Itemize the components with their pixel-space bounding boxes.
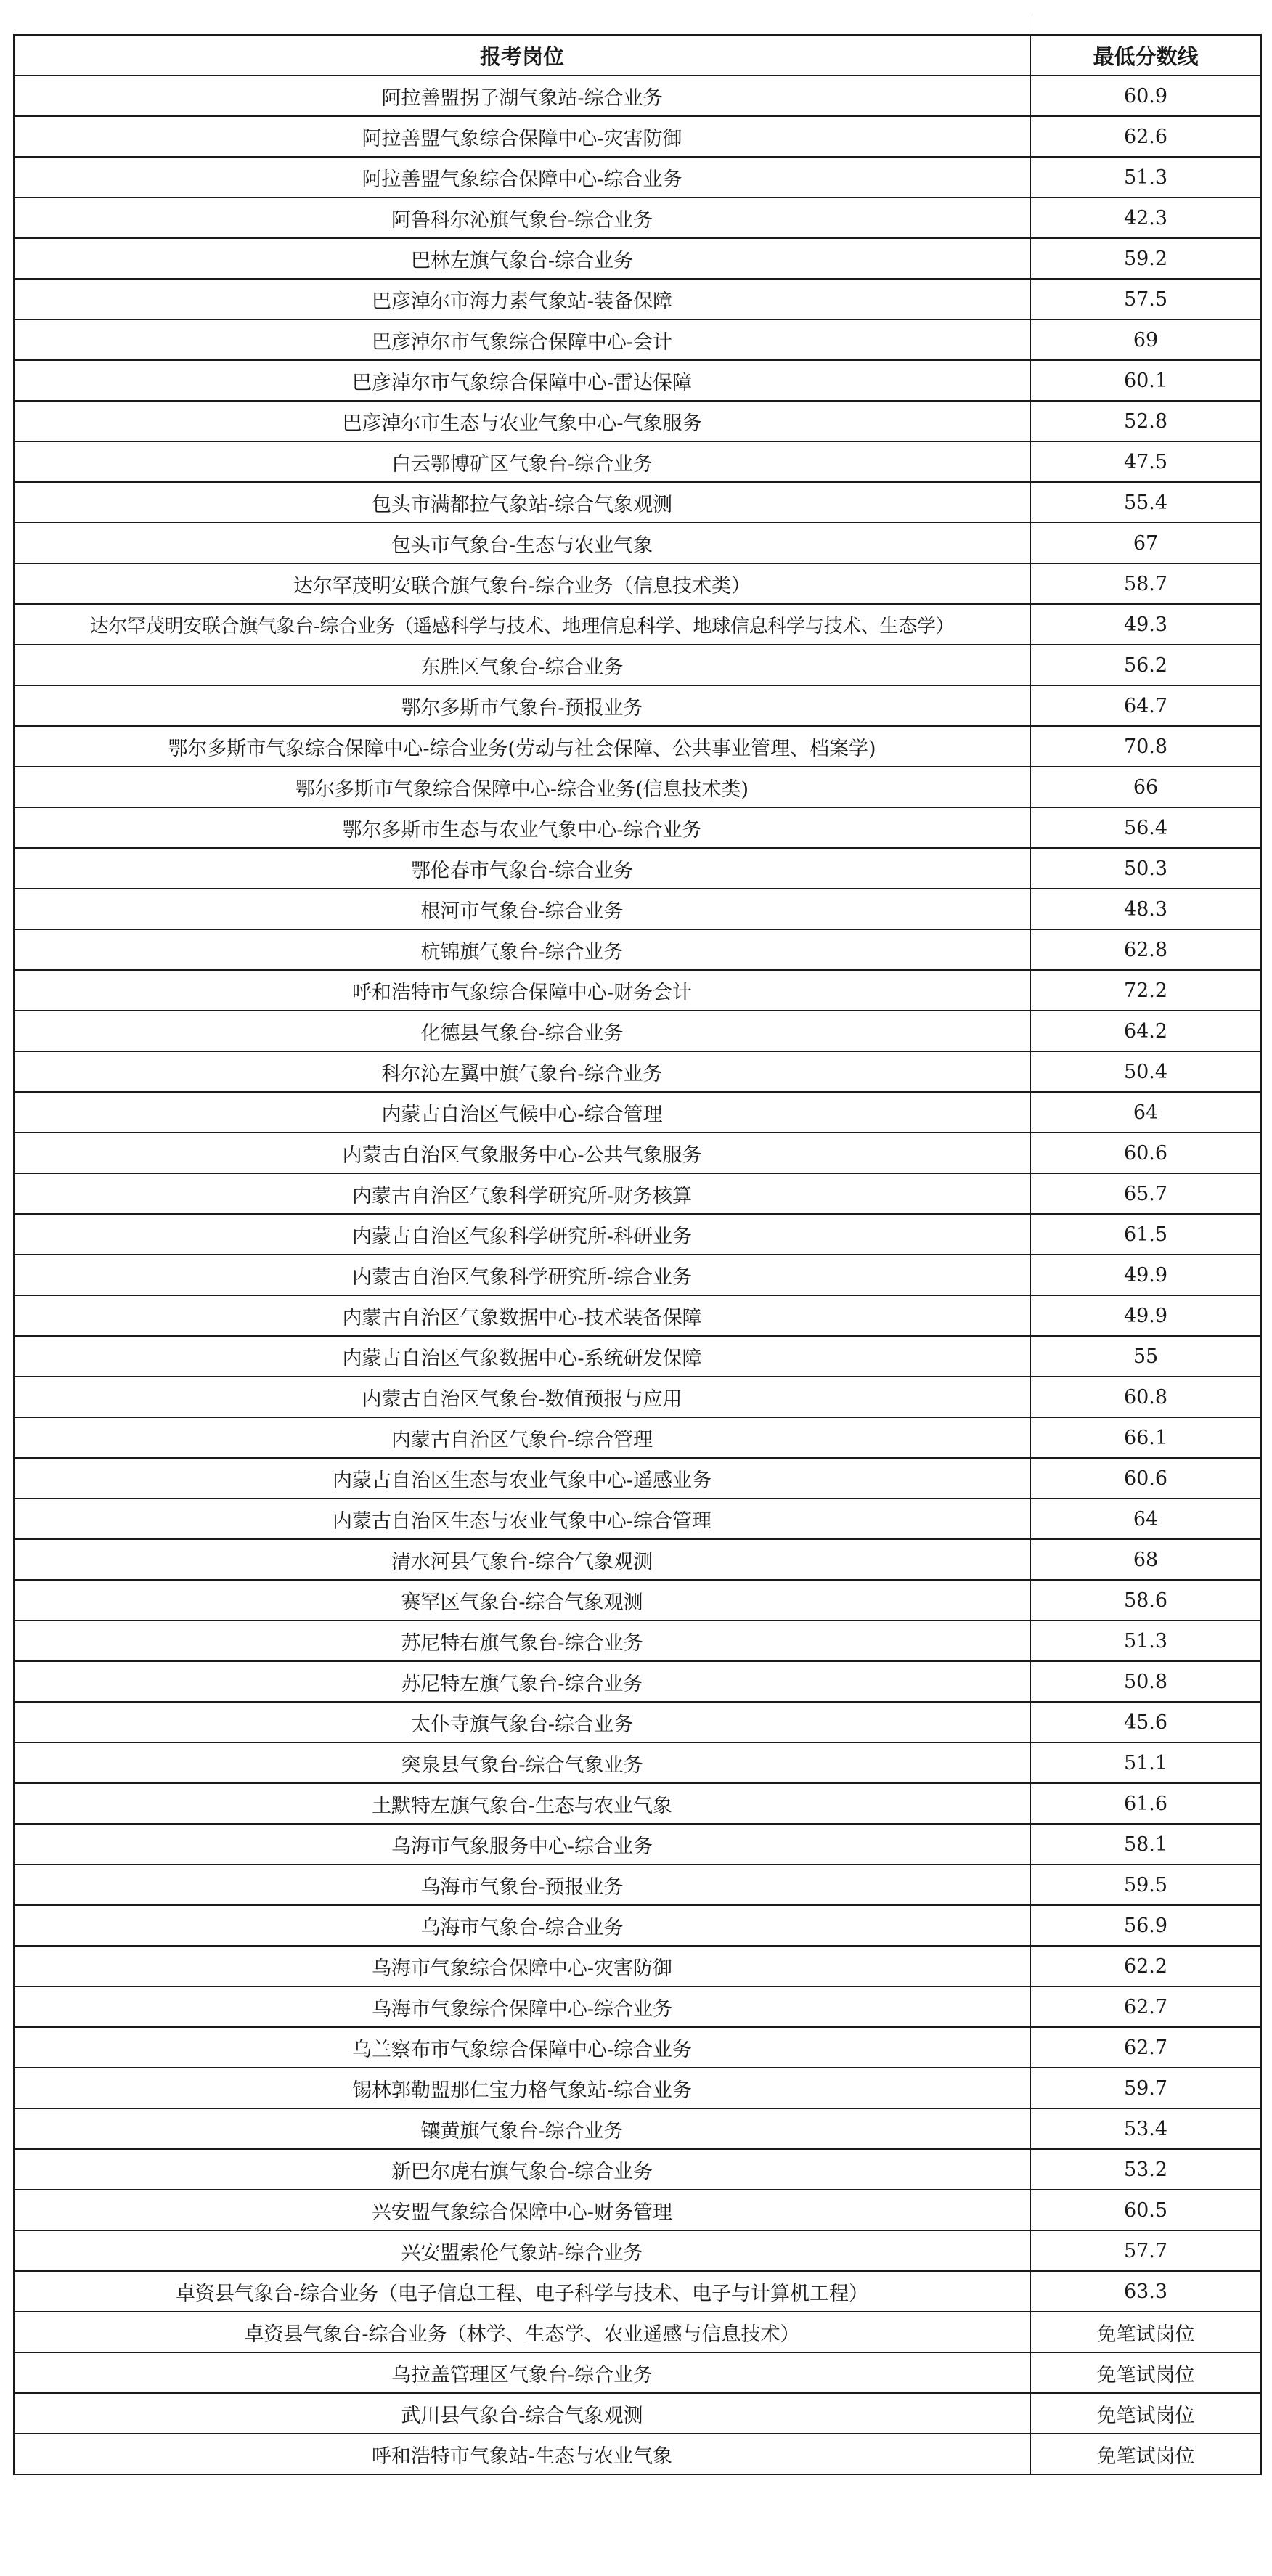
post-cell: 内蒙古自治区气象台-数值预报与应用 — [14, 1377, 1030, 1417]
table-row — [14, 1133, 1261, 1173]
score-cell: 69 — [1030, 319, 1261, 360]
post-cell: 巴彦淖尔市海力素气象站-装备保障 — [14, 279, 1030, 319]
table-row — [14, 726, 1261, 767]
header-post: 报考岗位 — [14, 35, 1030, 76]
score-cell: 59.2 — [1030, 238, 1261, 279]
table-row — [14, 1417, 1261, 1458]
post-cell: 巴彦淖尔市气象综合保障中心-雷达保障 — [14, 360, 1030, 401]
table-row — [14, 767, 1261, 807]
header-score: 最低分数线 — [1030, 35, 1261, 76]
score-cell: 55.4 — [1030, 482, 1261, 523]
post-cell: 乌拉盖管理区气象台-综合业务 — [14, 2352, 1030, 2393]
score-cell: 72.2 — [1030, 970, 1261, 1011]
score-cell: 53.4 — [1030, 2108, 1261, 2149]
score-cell: 49.3 — [1030, 604, 1261, 645]
score-cell: 59.7 — [1030, 2068, 1261, 2108]
table-row — [14, 685, 1261, 726]
score-cell: 62.6 — [1030, 116, 1261, 157]
post-cell: 达尔罕茂明安联合旗气象台-综合业务（遥感科学与技术、地理信息科学、地球信息科学与技术、生态学） — [14, 604, 1030, 645]
table-row — [14, 1092, 1261, 1133]
score-cell: 60.9 — [1030, 76, 1261, 116]
table-row — [14, 1539, 1261, 1580]
table-row — [14, 2230, 1261, 2271]
table-row — [14, 1702, 1261, 1743]
post-cell: 内蒙古自治区气候中心-综合管理 — [14, 1092, 1030, 1133]
score-cell: 66.1 — [1030, 1417, 1261, 1458]
score-cell: 57.7 — [1030, 2230, 1261, 2271]
score-cell: 66 — [1030, 767, 1261, 807]
table-row — [14, 1621, 1261, 1661]
score-cell: 49.9 — [1030, 1255, 1261, 1295]
table-row — [14, 1864, 1261, 1905]
table-row — [14, 1743, 1261, 1783]
post-cell: 阿拉善盟气象综合保障中心-灾害防御 — [14, 116, 1030, 157]
post-cell: 赛罕区气象台-综合气象观测 — [14, 1580, 1030, 1621]
score-table — [13, 34, 1262, 2475]
score-cell: 60.1 — [1030, 360, 1261, 401]
post-cell: 鄂尔多斯市气象综合保障中心-综合业务(劳动与社会保障、公共事业管理、档案学) — [14, 726, 1030, 767]
table-row — [14, 197, 1261, 238]
table-row — [14, 2393, 1261, 2434]
table-row — [14, 1905, 1261, 1946]
score-cell: 63.3 — [1030, 2271, 1261, 2312]
score-cell: 60.6 — [1030, 1133, 1261, 1173]
post-cell: 苏尼特右旗气象台-综合业务 — [14, 1621, 1030, 1661]
post-cell: 根河市气象台-综合业务 — [14, 889, 1030, 929]
table-row — [14, 1499, 1261, 1539]
post-cell: 杭锦旗气象台-综合业务 — [14, 929, 1030, 970]
post-cell: 内蒙古自治区生态与农业气象中心-综合管理 — [14, 1499, 1030, 1539]
post-cell: 锡林郭勒盟那仁宝力格气象站-综合业务 — [14, 2068, 1030, 2108]
table-row — [14, 157, 1261, 197]
post-cell: 卓资县气象台-综合业务（电子信息工程、电子科学与技术、电子与计算机工程） — [14, 2271, 1030, 2312]
table-row — [14, 848, 1261, 889]
table-row — [14, 645, 1261, 685]
score-cell: 58.7 — [1030, 563, 1261, 604]
score-cell: 50.8 — [1030, 1661, 1261, 1702]
table-body — [14, 76, 1261, 2474]
post-cell: 阿鲁科尔沁旗气象台-综合业务 — [14, 197, 1030, 238]
score-cell: 42.3 — [1030, 197, 1261, 238]
score-cell: 59.5 — [1030, 1864, 1261, 1905]
table-row — [14, 401, 1261, 441]
post-cell: 内蒙古自治区生态与农业气象中心-遥感业务 — [14, 1458, 1030, 1499]
table-row — [14, 1295, 1261, 1336]
table-row — [14, 1986, 1261, 2027]
post-cell: 乌海市气象台-预报业务 — [14, 1864, 1030, 1905]
post-cell: 土默特左旗气象台-生态与农业气象 — [14, 1783, 1030, 1824]
post-cell: 白云鄂博矿区气象台-综合业务 — [14, 441, 1030, 482]
table-row — [14, 1377, 1261, 1417]
table-row — [14, 1661, 1261, 1702]
post-cell: 包头市气象台-生态与农业气象 — [14, 523, 1030, 563]
post-cell: 武川县气象台-综合气象观测 — [14, 2393, 1030, 2434]
score-cell: 48.3 — [1030, 889, 1261, 929]
post-cell: 苏尼特左旗气象台-综合业务 — [14, 1661, 1030, 1702]
post-cell: 鄂伦春市气象台-综合业务 — [14, 848, 1030, 889]
post-cell: 阿拉善盟气象综合保障中心-综合业务 — [14, 157, 1030, 197]
score-cell: 52.8 — [1030, 401, 1261, 441]
table-row — [14, 2190, 1261, 2230]
post-cell: 鄂尔多斯市气象台-预报业务 — [14, 685, 1030, 726]
table-row — [14, 2108, 1261, 2149]
table-row — [14, 1824, 1261, 1864]
table-row — [14, 1580, 1261, 1621]
table-row — [14, 929, 1261, 970]
post-cell: 呼和浩特市气象综合保障中心-财务会计 — [14, 970, 1030, 1011]
post-cell: 科尔沁左翼中旗气象台-综合业务 — [14, 1051, 1030, 1092]
post-cell: 内蒙古自治区气象台-综合管理 — [14, 1417, 1030, 1458]
post-cell: 内蒙古自治区气象数据中心-技术装备保障 — [14, 1295, 1030, 1336]
table-row — [14, 970, 1261, 1011]
post-cell: 乌海市气象综合保障中心-综合业务 — [14, 1986, 1030, 2027]
table-row — [14, 1336, 1261, 1377]
table-row — [14, 116, 1261, 157]
score-cell: 64.2 — [1030, 1011, 1261, 1051]
score-cell: 60.5 — [1030, 2190, 1261, 2230]
sheet-top-strip — [0, 0, 1272, 34]
score-cell: 68 — [1030, 1539, 1261, 1580]
score-cell: 58.6 — [1030, 1580, 1261, 1621]
score-cell: 56.4 — [1030, 807, 1261, 848]
post-cell: 乌海市气象台-综合业务 — [14, 1905, 1030, 1946]
score-cell: 56.2 — [1030, 645, 1261, 685]
post-cell: 乌海市气象服务中心-综合业务 — [14, 1824, 1030, 1864]
table-row — [14, 1783, 1261, 1824]
score-cell: 62.7 — [1030, 1986, 1261, 2027]
score-cell: 免笔试岗位 — [1030, 2352, 1261, 2393]
post-cell: 鄂尔多斯市生态与农业气象中心-综合业务 — [14, 807, 1030, 848]
post-cell: 内蒙古自治区气象科学研究所-科研业务 — [14, 1214, 1030, 1255]
post-cell: 内蒙古自治区气象科学研究所-综合业务 — [14, 1255, 1030, 1295]
table-row — [14, 1173, 1261, 1214]
post-cell: 清水河县气象台-综合气象观测 — [14, 1539, 1030, 1580]
score-cell: 58.1 — [1030, 1824, 1261, 1864]
post-cell: 呼和浩特市气象站-生态与农业气象 — [14, 2434, 1030, 2474]
table-row — [14, 604, 1261, 645]
score-cell: 62.2 — [1030, 1946, 1261, 1986]
table-row — [14, 2312, 1261, 2352]
post-cell: 内蒙古自治区气象数据中心-系统研发保障 — [14, 1336, 1030, 1377]
score-cell: 免笔试岗位 — [1030, 2434, 1261, 2474]
table-row — [14, 2352, 1261, 2393]
score-cell: 60.8 — [1030, 1377, 1261, 1417]
score-cell: 免笔试岗位 — [1030, 2393, 1261, 2434]
score-cell: 56.9 — [1030, 1905, 1261, 1946]
table-header-row — [14, 35, 1261, 76]
post-cell: 兴安盟索伦气象站-综合业务 — [14, 2230, 1030, 2271]
table-row — [14, 1255, 1261, 1295]
post-cell: 乌海市气象综合保障中心-灾害防御 — [14, 1946, 1030, 1986]
post-cell: 内蒙古自治区气象服务中心-公共气象服务 — [14, 1133, 1030, 1173]
table-row — [14, 360, 1261, 401]
score-cell: 70.8 — [1030, 726, 1261, 767]
score-cell: 61.5 — [1030, 1214, 1261, 1255]
table-row — [14, 2149, 1261, 2190]
table-row — [14, 482, 1261, 523]
score-cell: 45.6 — [1030, 1702, 1261, 1743]
score-cell: 64 — [1030, 1499, 1261, 1539]
score-cell: 60.6 — [1030, 1458, 1261, 1499]
score-cell: 64.7 — [1030, 685, 1261, 726]
table-row — [14, 807, 1261, 848]
table-row — [14, 1051, 1261, 1092]
post-cell: 镶黄旗气象台-综合业务 — [14, 2108, 1030, 2149]
score-cell: 62.8 — [1030, 929, 1261, 970]
table-row — [14, 889, 1261, 929]
post-cell: 鄂尔多斯市气象综合保障中心-综合业务(信息技术类) — [14, 767, 1030, 807]
table-row — [14, 2271, 1261, 2312]
post-cell: 巴林左旗气象台-综合业务 — [14, 238, 1030, 279]
post-cell: 新巴尔虎右旗气象台-综合业务 — [14, 2149, 1030, 2190]
score-cell: 47.5 — [1030, 441, 1261, 482]
post-cell: 突泉县气象台-综合气象业务 — [14, 1743, 1030, 1783]
score-cell: 65.7 — [1030, 1173, 1261, 1214]
score-cell: 51.3 — [1030, 157, 1261, 197]
table-row — [14, 76, 1261, 116]
score-cell: 免笔试岗位 — [1030, 2312, 1261, 2352]
post-cell: 兴安盟气象综合保障中心-财务管理 — [14, 2190, 1030, 2230]
table-row — [14, 319, 1261, 360]
table-row — [14, 238, 1261, 279]
score-cell: 64 — [1030, 1092, 1261, 1133]
table-row — [14, 1458, 1261, 1499]
table-row — [14, 2068, 1261, 2108]
score-cell: 57.5 — [1030, 279, 1261, 319]
score-cell: 53.2 — [1030, 2149, 1261, 2190]
table-row — [14, 1214, 1261, 1255]
table-row — [14, 2027, 1261, 2068]
post-cell: 达尔罕茂明安联合旗气象台-综合业务（信息技术类） — [14, 563, 1030, 604]
score-cell: 62.7 — [1030, 2027, 1261, 2068]
post-cell: 太仆寺旗气象台-综合业务 — [14, 1702, 1030, 1743]
post-cell: 巴彦淖尔市生态与农业气象中心-气象服务 — [14, 401, 1030, 441]
score-cell: 51.3 — [1030, 1621, 1261, 1661]
post-cell: 东胜区气象台-综合业务 — [14, 645, 1030, 685]
score-cell: 67 — [1030, 523, 1261, 563]
table-row — [14, 2434, 1261, 2474]
score-cell: 61.6 — [1030, 1783, 1261, 1824]
post-cell: 化德县气象台-综合业务 — [14, 1011, 1030, 1051]
table-row — [14, 1011, 1261, 1051]
score-cell: 50.4 — [1030, 1051, 1261, 1092]
score-cell: 51.1 — [1030, 1743, 1261, 1783]
post-cell: 卓资县气象台-综合业务（林学、生态学、农业遥感与信息技术） — [14, 2312, 1030, 2352]
table-row — [14, 441, 1261, 482]
post-cell: 内蒙古自治区气象科学研究所-财务核算 — [14, 1173, 1030, 1214]
post-cell: 乌兰察布市气象综合保障中心-综合业务 — [14, 2027, 1030, 2068]
post-cell: 包头市满都拉气象站-综合气象观测 — [14, 482, 1030, 523]
score-cell: 55 — [1030, 1336, 1261, 1377]
table-row — [14, 1946, 1261, 1986]
table-row — [14, 563, 1261, 604]
table-row — [14, 279, 1261, 319]
post-cell: 阿拉善盟拐子湖气象站-综合业务 — [14, 76, 1030, 116]
score-cell: 49.9 — [1030, 1295, 1261, 1336]
score-cell: 50.3 — [1030, 848, 1261, 889]
table-row — [14, 523, 1261, 563]
post-cell: 巴彦淖尔市气象综合保障中心-会计 — [14, 319, 1030, 360]
